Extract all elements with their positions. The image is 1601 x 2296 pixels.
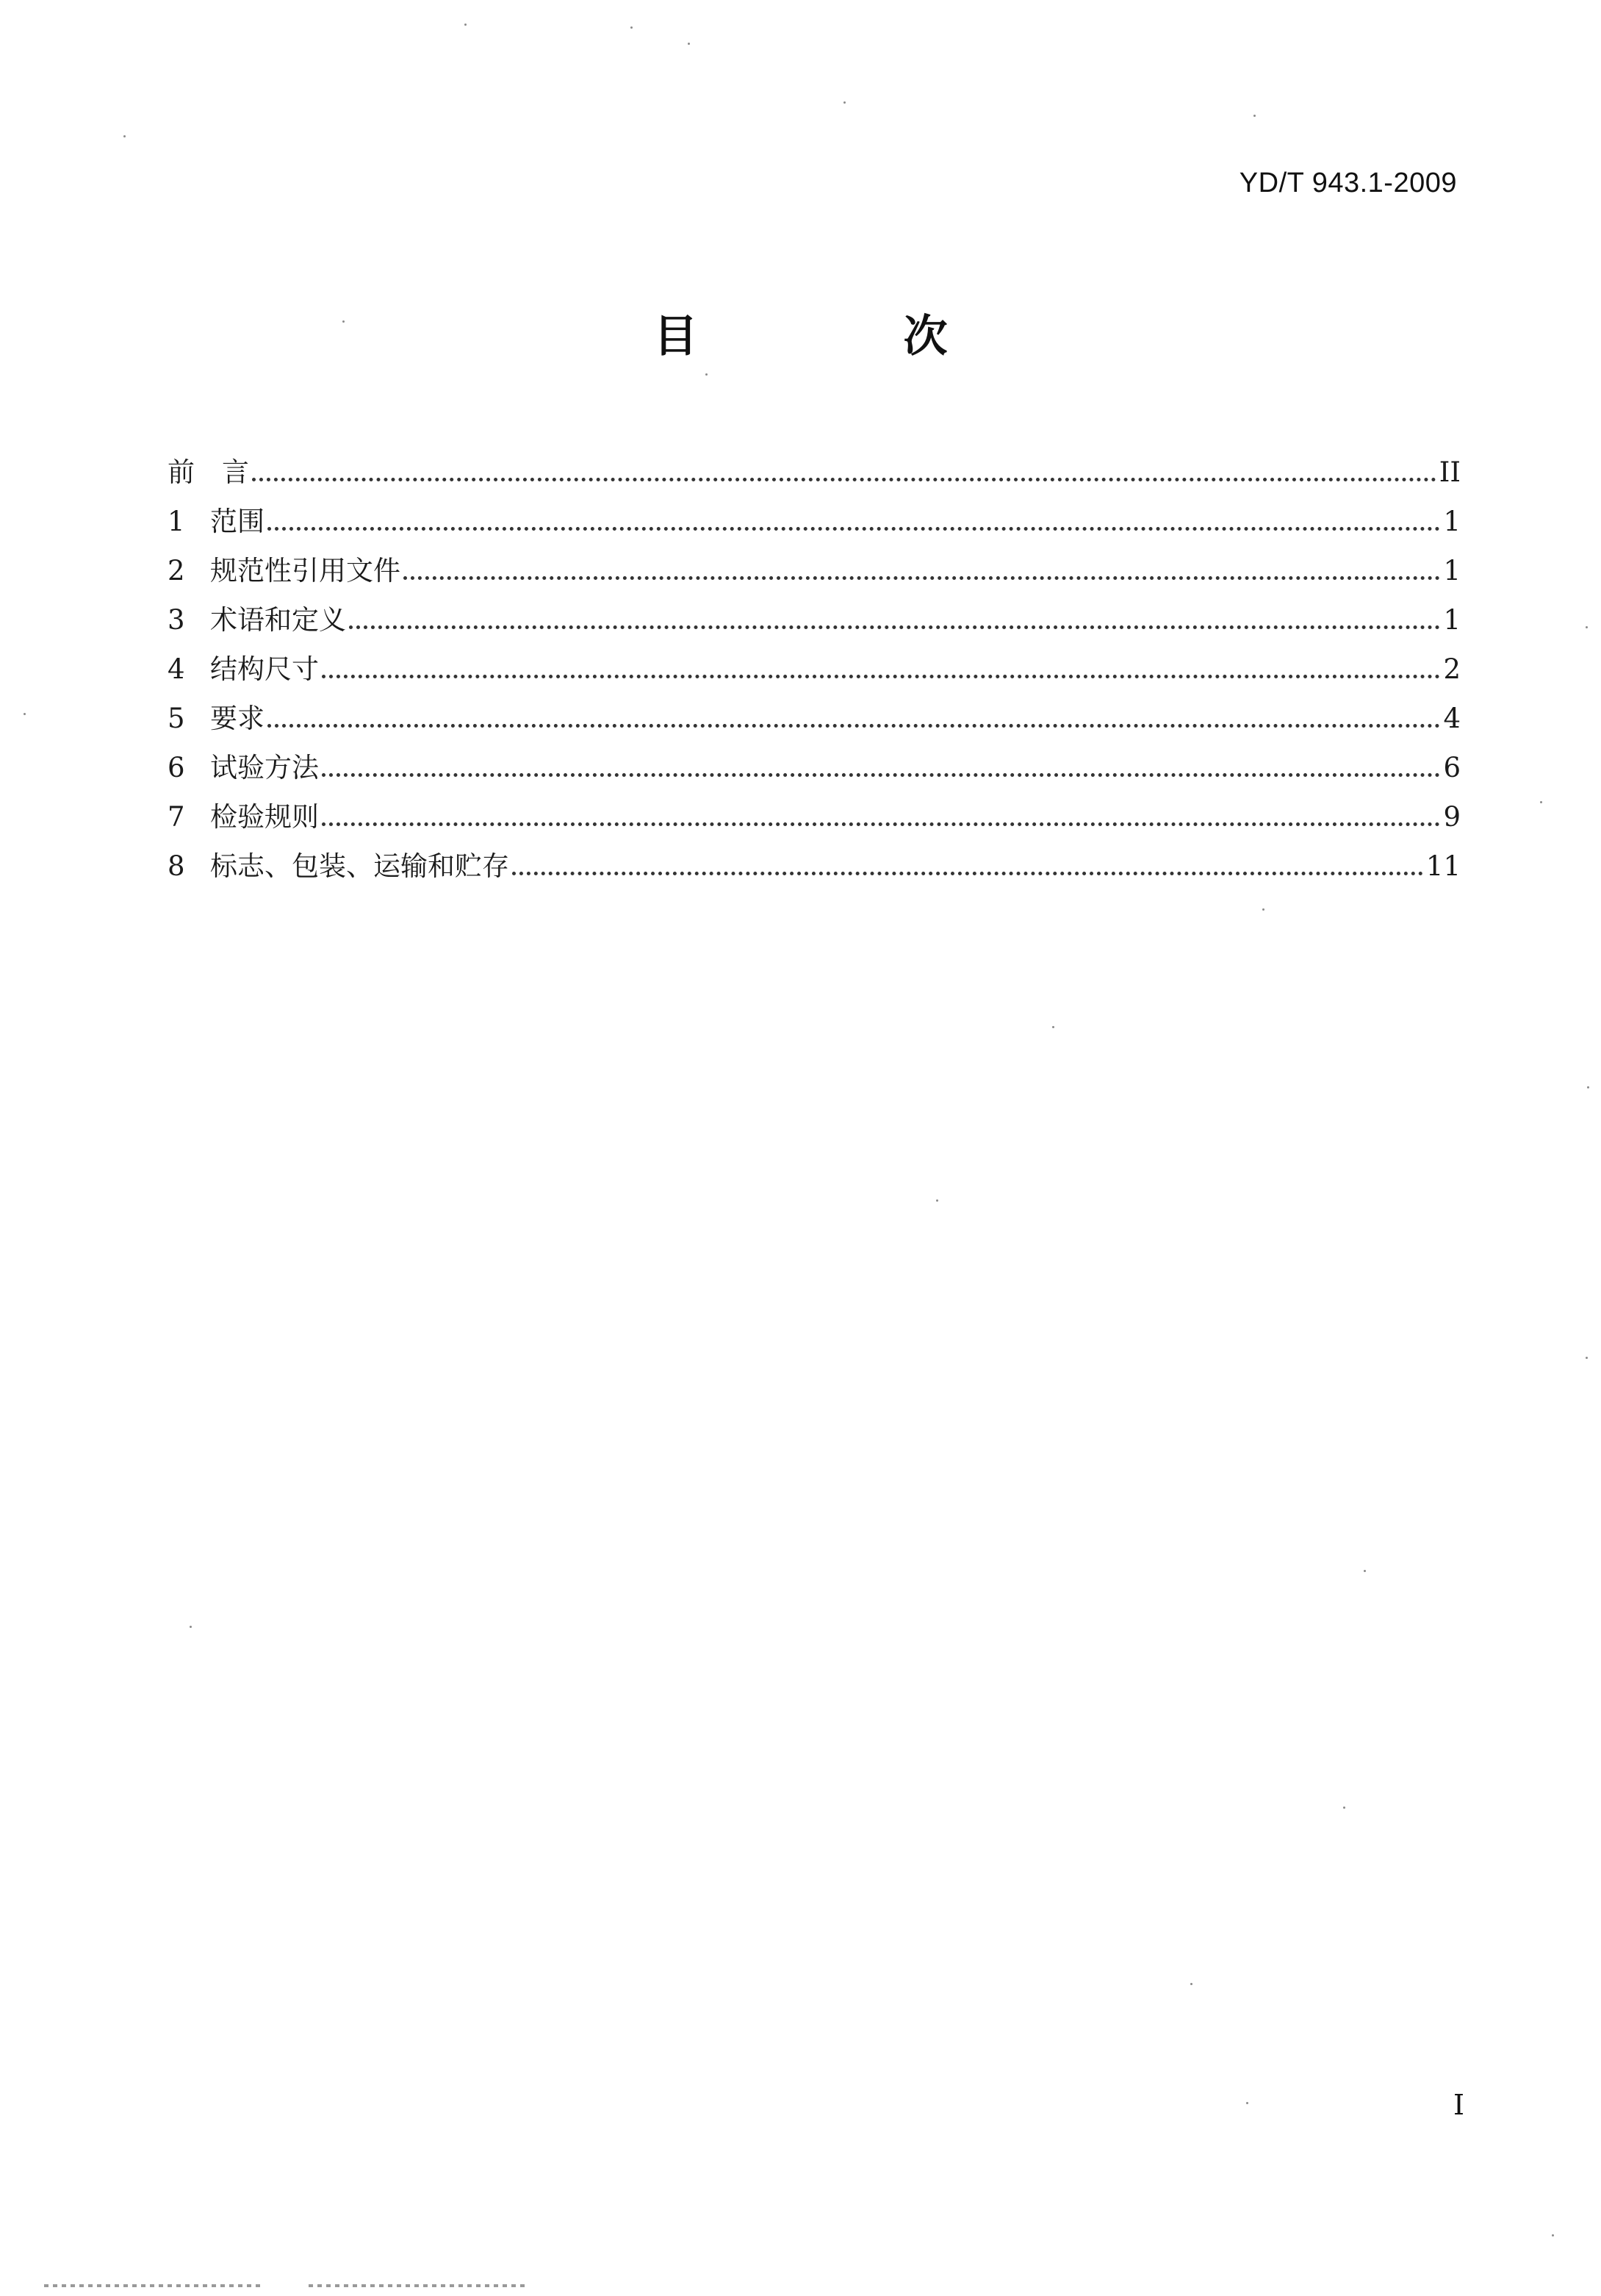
toc-entry-inspection-rules[interactable] bbox=[168, 794, 1461, 844]
toc-entry-requirements[interactable] bbox=[168, 696, 1461, 745]
toc-leader-dots bbox=[403, 575, 1440, 580]
toc-entry-number: 2 bbox=[168, 555, 185, 586]
toc-entry-marking-packaging[interactable] bbox=[168, 844, 1461, 893]
scan-speck bbox=[1552, 2234, 1554, 2236]
scan-speck bbox=[630, 26, 633, 29]
scan-speck bbox=[1587, 1086, 1589, 1088]
toc-entry-normative-references[interactable] bbox=[168, 548, 1461, 598]
scan-speck bbox=[1343, 1807, 1345, 1809]
toc-leader-dots bbox=[322, 822, 1440, 826]
scan-speck bbox=[1364, 1570, 1366, 1572]
page-title: 目 次 bbox=[653, 311, 1029, 362]
toc-entry-number: 6 bbox=[168, 752, 185, 783]
toc-entry-label: 试验方法 bbox=[210, 752, 319, 783]
toc-leader-dots bbox=[267, 526, 1440, 531]
toc-entry-page: II bbox=[1439, 456, 1461, 488]
scan-speck bbox=[1540, 801, 1542, 803]
scan-speck bbox=[1190, 1983, 1192, 1985]
toc-entry-number: 7 bbox=[168, 801, 185, 833]
toc-entry-number: 5 bbox=[168, 703, 185, 734]
toc-entry-label: 范围 bbox=[210, 506, 265, 537]
toc-leader-dots bbox=[267, 723, 1440, 728]
scan-speck bbox=[1586, 1357, 1588, 1359]
toc-entry-label: 要求 bbox=[210, 703, 265, 734]
toc-entry-terms-definitions[interactable] bbox=[168, 598, 1461, 647]
toc-entry-page: 9 bbox=[1443, 801, 1461, 833]
scan-speck bbox=[843, 101, 846, 104]
toc-entry-number: 8 bbox=[168, 850, 185, 882]
scan-speck bbox=[936, 1199, 938, 1202]
toc-entry-scope[interactable] bbox=[168, 499, 1461, 548]
scan-speck bbox=[190, 1626, 192, 1628]
scan-speck bbox=[123, 135, 126, 137]
toc-entry-page: 6 bbox=[1443, 752, 1461, 783]
scan-speck bbox=[24, 713, 26, 715]
toc-entry-label: 检验规则 bbox=[210, 801, 319, 833]
toc-entry-page: 1 bbox=[1443, 604, 1461, 636]
scan-speck bbox=[342, 320, 345, 323]
toc-entry-label: 术语和定义 bbox=[210, 604, 346, 636]
scan-speck bbox=[1262, 908, 1264, 911]
toc-entry-page: 11 bbox=[1425, 850, 1461, 882]
scan-speck bbox=[1052, 1026, 1054, 1028]
toc-entry-label: 结构尺寸 bbox=[210, 653, 319, 685]
toc-entry-number: 1 bbox=[168, 506, 185, 537]
toc-entry-page: 4 bbox=[1443, 703, 1461, 734]
toc-entry-label: 规范性引用文件 bbox=[210, 555, 400, 586]
scan-speck bbox=[1246, 2102, 1248, 2104]
toc-leader-dots bbox=[322, 674, 1440, 678]
page-number: I bbox=[1453, 2089, 1464, 2121]
toc-entry-test-methods[interactable] bbox=[168, 745, 1461, 794]
scan-speck bbox=[1253, 115, 1256, 117]
scan-speck bbox=[464, 24, 467, 26]
toc-entry-label: 前 言 bbox=[168, 456, 249, 488]
toc-leader-dots bbox=[512, 871, 1423, 875]
toc-entry-page: 2 bbox=[1443, 653, 1461, 685]
document-code: YD/T 943.1-2009 bbox=[1239, 168, 1457, 198]
scan-speck bbox=[688, 43, 690, 45]
toc-entry-foreword[interactable] bbox=[168, 450, 1461, 499]
scan-edge-smudge bbox=[309, 2284, 529, 2287]
toc-entry-number: 4 bbox=[168, 653, 185, 685]
toc-entry-page: 1 bbox=[1443, 506, 1461, 537]
toc-leader-dots bbox=[252, 477, 1436, 481]
toc-entry-label: 标志、包装、运输和贮存 bbox=[210, 850, 509, 882]
scan-speck bbox=[1586, 626, 1588, 628]
toc-entry-dimensions[interactable] bbox=[168, 647, 1461, 696]
toc-entry-number: 3 bbox=[168, 604, 185, 636]
toc-entry-page: 1 bbox=[1443, 555, 1461, 586]
toc-leader-dots bbox=[349, 625, 1440, 629]
scan-speck bbox=[705, 373, 708, 376]
scan-edge-smudge bbox=[44, 2284, 265, 2287]
table-of-contents bbox=[168, 450, 1461, 893]
toc-leader-dots bbox=[322, 772, 1440, 777]
